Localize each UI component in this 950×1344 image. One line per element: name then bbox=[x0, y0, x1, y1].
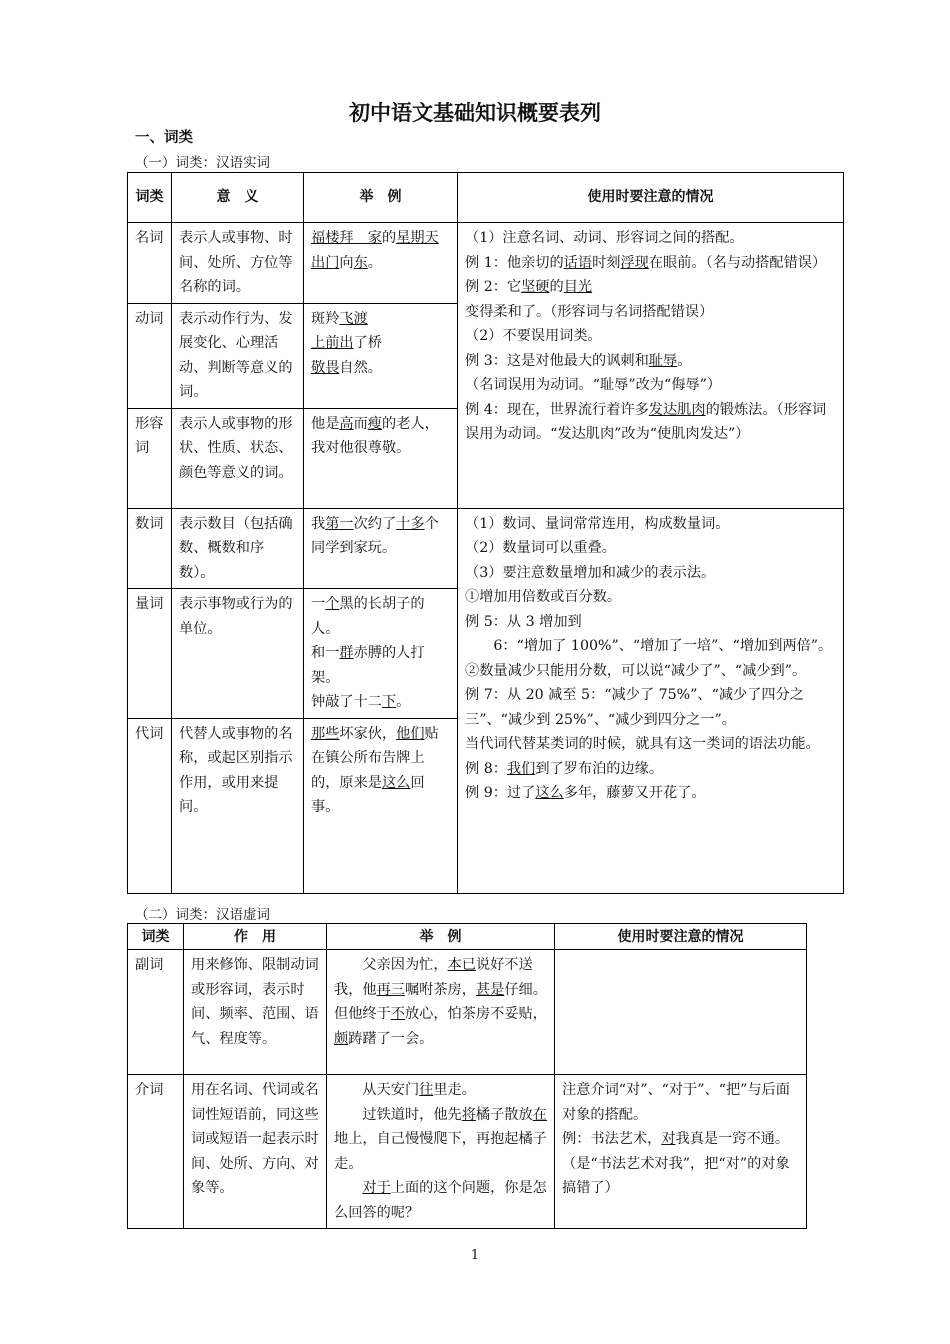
verb-name: 动词 bbox=[128, 303, 172, 408]
header-word-class: 词类 bbox=[128, 173, 172, 223]
header-word-class-2: 词类 bbox=[128, 924, 184, 950]
header-notes: 使用时要注意的情况 bbox=[458, 173, 844, 223]
prep-example: 从天安门往里走。 过铁道时，他先将橘子散放在地上，自己慢慢爬下，再抱起橘子走。 对于上面的这个问题，你是怎么回答的呢？ bbox=[327, 1075, 555, 1229]
adj-meaning: 表示人或事物的形状、性质、状态、颜色等意义的词。 bbox=[172, 408, 304, 508]
content-notes-b: （1）数词、量词常常连用，构成数量词。 （2）数量词可以重叠。 （3）要注意数量增加和减少的表示法。 ①增加用倍数或百分数。 例 5：从 3 增加到 6：“增加了 100%”、“增加了一培”、“增加到两倍”。 ②数量减少只能用分数，可以说“减少了”、“减少到”。 例 7：从 20 减至 5：“减少了 75%”、“减少了四分之三”、“减少到 25%”、“减少到四分之一”。 当代词代替某类词的时候，就具有这一类词的语法功能。 例 8：我们到了罗布泊的边缘。 例 9：过了这么多年，藤萝又开花了。 bbox=[458, 508, 844, 893]
page-title: 初中语文基础知识概要表列 bbox=[349, 101, 601, 125]
prep-notes: 注意介词“对”、“对于”、“把”与后面对象的搭配。 例：书法艺术，对我真是一窍不通。 （是“书法艺术对我”，把“对”的对象搞错了） bbox=[555, 1075, 807, 1229]
content-words-table bbox=[127, 172, 844, 894]
pron-meaning: 代替人或事物的名称，或起区别指示作用，或用来提问。 bbox=[172, 718, 304, 893]
header-example: 举 例 bbox=[304, 173, 458, 223]
measure-meaning: 表示事物或行为的单位。 bbox=[172, 589, 304, 719]
function-words-table bbox=[127, 923, 807, 1229]
page-number: 1 bbox=[470, 1248, 480, 1263]
num-example: 我第一次约了十多个同学到家玩。 bbox=[304, 508, 458, 589]
pron-name: 代词 bbox=[128, 718, 172, 893]
noun-example: 福楼拜 家的星期天 出门向东。 bbox=[304, 223, 458, 304]
prep-name: 介词 bbox=[128, 1075, 184, 1229]
subsection-heading-2: （二）词类：汉语虚词 bbox=[135, 907, 270, 923]
header-function: 作 用 bbox=[184, 924, 327, 950]
verb-meaning: 表示动作行为、发展变化、心理活动、判断等意义的词。 bbox=[172, 303, 304, 408]
content-notes-a: （1）注意名词、动词、形容词之间的搭配。 例 1：他亲切的话语时刻浮现在眼前。（名与动搭配错误） 例 2：它坚硬的目光变得柔和了。（形容词与名词搭配错误） （2）不要误用词类。 例 3：这是对他最大的讽刺和耻辱。 （名词误用为动词。“耻辱”改为“侮辱”） 例 4：现在，世界流行着许多发达肌肉的锻炼法。（形容词误用为动词。“发达肌肉”改为“使肌肉发达”） bbox=[458, 223, 844, 509]
measure-name: 量词 bbox=[128, 589, 172, 719]
header-meaning: 意 义 bbox=[172, 173, 304, 223]
adverb-notes bbox=[555, 950, 807, 1075]
adverb-function: 用来修饰、限制动词或形容词，表示时间、频率、范围、语气、程度等。 bbox=[184, 950, 327, 1075]
section-heading: 一、词类 bbox=[135, 130, 193, 146]
adverb-example: 父亲因为忙，本已说好不送我，他再三嘱咐茶房，甚是仔细。但他终于不放心，怕茶房不妥贴，颇踌躇了一会。 bbox=[327, 950, 555, 1075]
header-notes-2: 使用时要注意的情况 bbox=[555, 924, 807, 950]
num-name: 数词 bbox=[128, 508, 172, 589]
verb-example: 斑羚飞渡 上前出了桥 敬畏自然。 bbox=[304, 303, 458, 408]
noun-meaning: 表示人或事物、时间、处所、方位等名称的词。 bbox=[172, 223, 304, 304]
adj-name: 形容词 bbox=[128, 408, 172, 508]
adverb-name: 副词 bbox=[128, 950, 184, 1075]
pron-example: 那些坏家伙，他们贴在镇公所布告牌上的，原来是这么回事。 bbox=[304, 718, 458, 893]
subsection-heading-1: （一）词类：汉语实词 bbox=[135, 155, 270, 171]
num-meaning: 表示数目（包括确数、概数和序数）。 bbox=[172, 508, 304, 589]
prep-function: 用在名词、代词或名词性短语前，同这些词或短语一起表示时间、处所、方向、对象等。 bbox=[184, 1075, 327, 1229]
adj-example: 他是高而瘦的老人，我对他很尊敬。 bbox=[304, 408, 458, 508]
noun-name: 名词 bbox=[128, 223, 172, 304]
measure-example: 一个黑的长胡子的人。 和一群赤膊的人打架。 钟敲了十二下。 bbox=[304, 589, 458, 719]
header-example-2: 举 例 bbox=[327, 924, 555, 950]
